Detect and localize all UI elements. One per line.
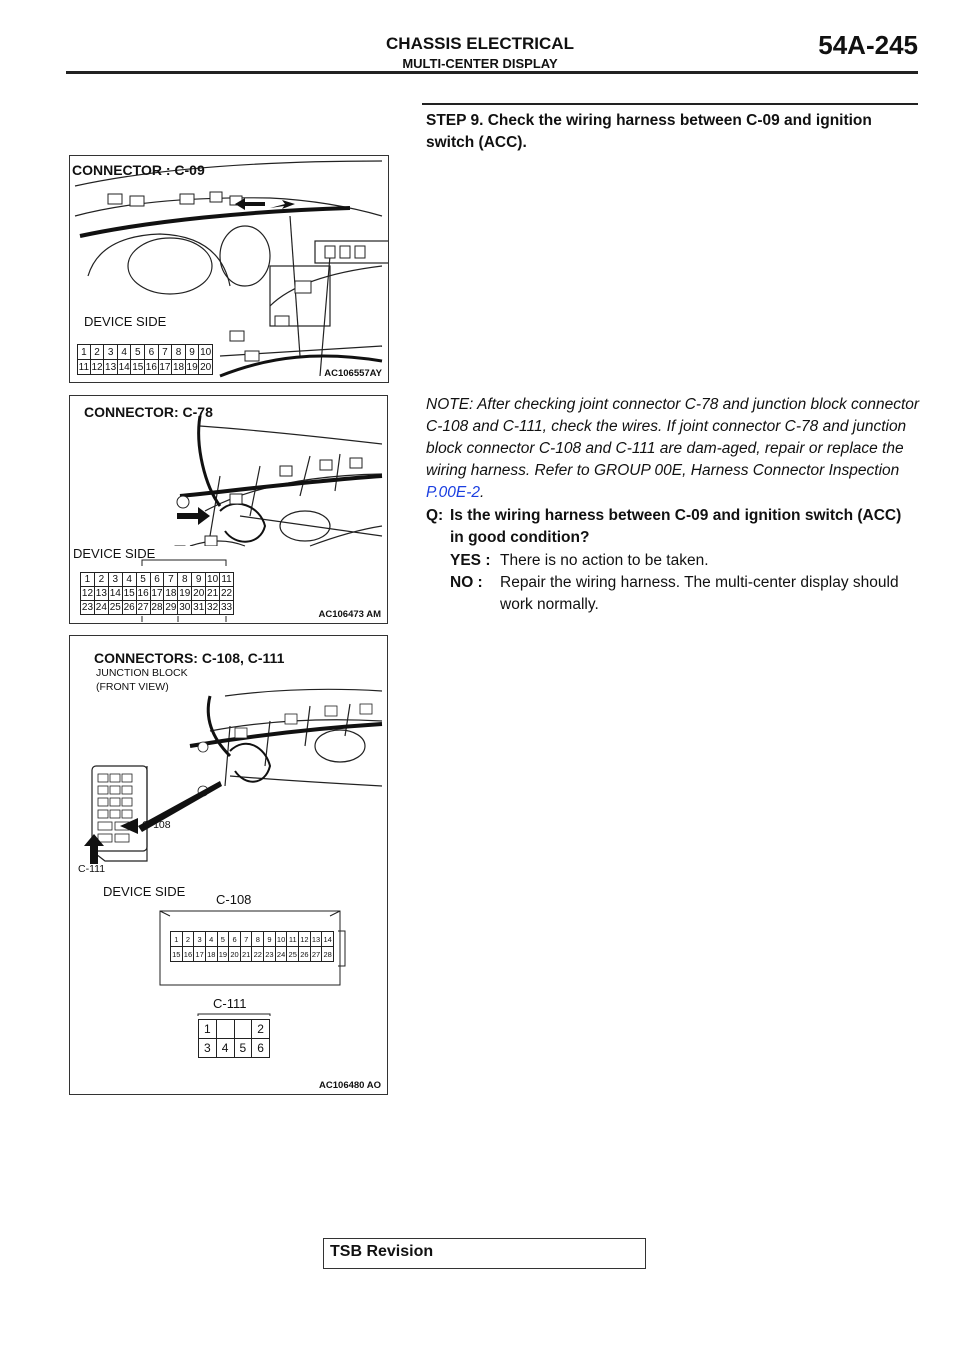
pin-cell: 1 <box>171 932 183 947</box>
pin-cell: 26 <box>123 602 135 613</box>
pin-cell: 22 <box>252 947 264 962</box>
pin-cell: 16 <box>145 361 157 373</box>
pin-cell: 16 <box>182 947 194 962</box>
pin-cell: 21 <box>240 947 252 962</box>
question-text: Is the wiring harness between C-09 and ignition switch (ACC) in good condition? <box>450 507 902 546</box>
pin-cell: 1 <box>199 1020 217 1039</box>
question <box>426 505 920 549</box>
pin-cell: 20 <box>193 588 205 599</box>
figure-connectors-c108-c111 <box>69 635 388 1095</box>
pin-cell: 3 <box>194 932 206 947</box>
front-view-label: (FRONT VIEW) <box>96 681 169 693</box>
pin-cell: 3 <box>199 1039 217 1058</box>
pin-cell: 10 <box>275 932 287 947</box>
pin-cell: 13 <box>310 932 322 947</box>
pin-cell: 7 <box>164 573 178 587</box>
connector-label: CONNECTORS: C-108, C-111 <box>94 650 285 666</box>
connector-label: CONNECTOR: C-78 <box>84 404 213 420</box>
pin-cell: 11 <box>78 361 90 373</box>
pin-cell: 30 <box>179 602 191 613</box>
pin-row <box>81 587 234 601</box>
figure-code: AC106557AY <box>324 368 382 379</box>
pin-cell: 5 <box>136 573 150 587</box>
pin-cell: 10 <box>207 574 219 585</box>
pin-cell: 11 <box>221 574 232 585</box>
callout-c108: C-108 <box>142 819 171 831</box>
pin-cell: 25 <box>287 947 299 962</box>
answer-yes <box>450 550 918 572</box>
pin-cell: 14 <box>322 932 334 947</box>
callout-c111: C-111 <box>78 863 106 875</box>
pin-cell: 21 <box>207 588 219 599</box>
pin-cell: 25 <box>109 602 121 613</box>
note-suffix: . <box>480 484 485 501</box>
pin-cell: 2 <box>252 1020 270 1039</box>
pin-cell: 5 <box>234 1039 252 1058</box>
pin-cell: 17 <box>159 361 171 373</box>
pin-cell: 3 <box>108 573 122 587</box>
pin-cell: 4 <box>122 573 136 587</box>
pin-row <box>81 573 234 587</box>
pin-cell: 19 <box>217 947 229 962</box>
pin-cell: 7 <box>158 345 172 360</box>
pin-cell: 10 <box>200 346 212 358</box>
pin-cell: 7 <box>240 932 252 947</box>
answer-yes-key: YES : <box>450 552 491 569</box>
pin-cell: 22 <box>220 588 233 599</box>
pin-cell: 31 <box>193 602 205 613</box>
pin-cell: 26 <box>299 947 311 962</box>
pin-cell: 12 <box>299 932 311 947</box>
pin-cell: 6 <box>145 345 159 360</box>
figure-connector-c78 <box>69 395 388 624</box>
pin-cell: 33 <box>220 602 233 613</box>
pin-cell: 12 <box>91 361 103 373</box>
footer-label: TSB Revision <box>330 1243 434 1260</box>
pin-cell: 5 <box>131 345 145 360</box>
pin-grid-c09 <box>77 344 213 375</box>
pin-cell: 18 <box>205 947 217 962</box>
answer-no <box>450 572 918 616</box>
pin-row <box>81 601 234 615</box>
pin-cell: 24 <box>95 602 107 613</box>
pin-cell: 27 <box>310 947 322 962</box>
pin-cell: 17 <box>151 588 163 599</box>
answer-yes-text: There is no action to be taken. <box>500 552 709 569</box>
pin-row <box>171 932 334 947</box>
device-side-label: DEVICE SIDE <box>73 546 156 561</box>
note-paragraph <box>426 394 920 504</box>
pin-cell: 15 <box>123 588 135 599</box>
pin-cell: 2 <box>90 345 104 360</box>
pin-cell: 23 <box>81 602 94 613</box>
pin-cell: 5 <box>217 932 229 947</box>
pin-cell: 4 <box>117 345 131 360</box>
pin-cell: 20 <box>229 947 241 962</box>
header-rule <box>66 71 918 74</box>
device-side-label: DEVICE SIDE <box>84 314 167 329</box>
pin-cell: 19 <box>186 361 198 373</box>
pin-cell: 2 <box>182 932 194 947</box>
pin-cell: 4 <box>205 932 217 947</box>
pin-cell: 18 <box>172 361 185 373</box>
connector-label: CONNECTOR : C-09 <box>72 162 205 178</box>
subsection-title: MULTI-CENTER DISPLAY <box>402 56 558 71</box>
reference-link[interactable]: P.00E-2 <box>426 484 481 501</box>
pin-cell: 9 <box>264 932 276 947</box>
pin-cell: 2 <box>94 573 108 587</box>
question-prefix: Q: <box>426 507 444 524</box>
pin-grid-c108 <box>170 931 334 962</box>
pin-row <box>171 947 334 962</box>
pin-cell: 8 <box>178 573 192 587</box>
pin-cell: 14 <box>109 588 121 599</box>
answer-no-text: Repair the wiring harness. The multi-center display should work normally. <box>500 574 899 613</box>
pin-cell: 24 <box>275 947 287 962</box>
pin-cell: 15 <box>171 947 183 962</box>
c108-title: C-108 <box>216 892 252 907</box>
pin-cell: 12 <box>81 588 94 599</box>
pin-row <box>199 1039 270 1058</box>
pin-cell: 18 <box>165 588 177 599</box>
pin-cell: 29 <box>165 602 177 613</box>
pin-cell: 9 <box>185 345 199 360</box>
pin-cell: 27 <box>137 602 149 613</box>
page-number: 54A-245 <box>818 30 918 60</box>
pin-cell: 32 <box>207 602 219 613</box>
step-rule <box>422 103 918 105</box>
pin-cell: 13 <box>95 588 107 599</box>
pin-cell: 6 <box>150 573 164 587</box>
pin-cell: 8 <box>252 932 264 947</box>
pin-cell: 23 <box>264 947 276 962</box>
pin-cell <box>216 1020 234 1039</box>
pin-cell: 20 <box>200 361 212 373</box>
answer-no-key: NO : <box>450 574 483 591</box>
pin-grid-c78 <box>80 572 234 615</box>
device-side-label: DEVICE SIDE <box>103 884 186 899</box>
pin-cell: 17 <box>194 947 206 962</box>
step-heading: STEP 9. Check the wiring harness between C-09 and ignition switch (ACC). <box>426 112 872 151</box>
pin-cell: 28 <box>322 947 334 962</box>
figure-connector-c09 <box>69 155 389 383</box>
pin-cell <box>234 1020 252 1039</box>
pin-cell: 28 <box>151 602 163 613</box>
pin-cell: 14 <box>118 361 130 373</box>
section-title: CHASSIS ELECTRICAL <box>386 34 574 53</box>
pin-cell: 3 <box>104 345 118 360</box>
pin-cell: 4 <box>216 1039 234 1058</box>
pin-cell: 19 <box>179 588 191 599</box>
junction-block-label: JUNCTION BLOCK <box>96 667 188 679</box>
pin-cell: 15 <box>132 361 144 373</box>
pin-cell: 16 <box>137 588 149 599</box>
c111-title: C-111 <box>213 996 247 1011</box>
pin-row <box>78 345 213 360</box>
pin-cell: 11 <box>287 932 299 947</box>
pin-cell: 8 <box>172 345 186 360</box>
pin-cell: 9 <box>192 573 206 587</box>
pin-cell: 6 <box>229 932 241 947</box>
figure-code: AC106480 AO <box>319 1080 381 1091</box>
pin-cell: 13 <box>105 361 117 373</box>
pin-cell: 1 <box>78 345 91 360</box>
pin-cell: 6 <box>252 1039 270 1058</box>
pin-row <box>78 360 213 375</box>
pin-cell: 1 <box>81 573 95 587</box>
pin-row <box>199 1020 270 1039</box>
pin-grid-c111 <box>198 1019 270 1058</box>
figure-code: AC106473 AM <box>318 609 381 620</box>
note-text: NOTE: After checking joint connector C-78 and junction block connector C-108 and C-111, check the wires. If joint connector C-78 and junction block connector C-108 and C-111 are dam-aged, repair or replace the wiring harness. Refer to GROUP 00E, Harness Connector Inspection <box>426 396 920 479</box>
